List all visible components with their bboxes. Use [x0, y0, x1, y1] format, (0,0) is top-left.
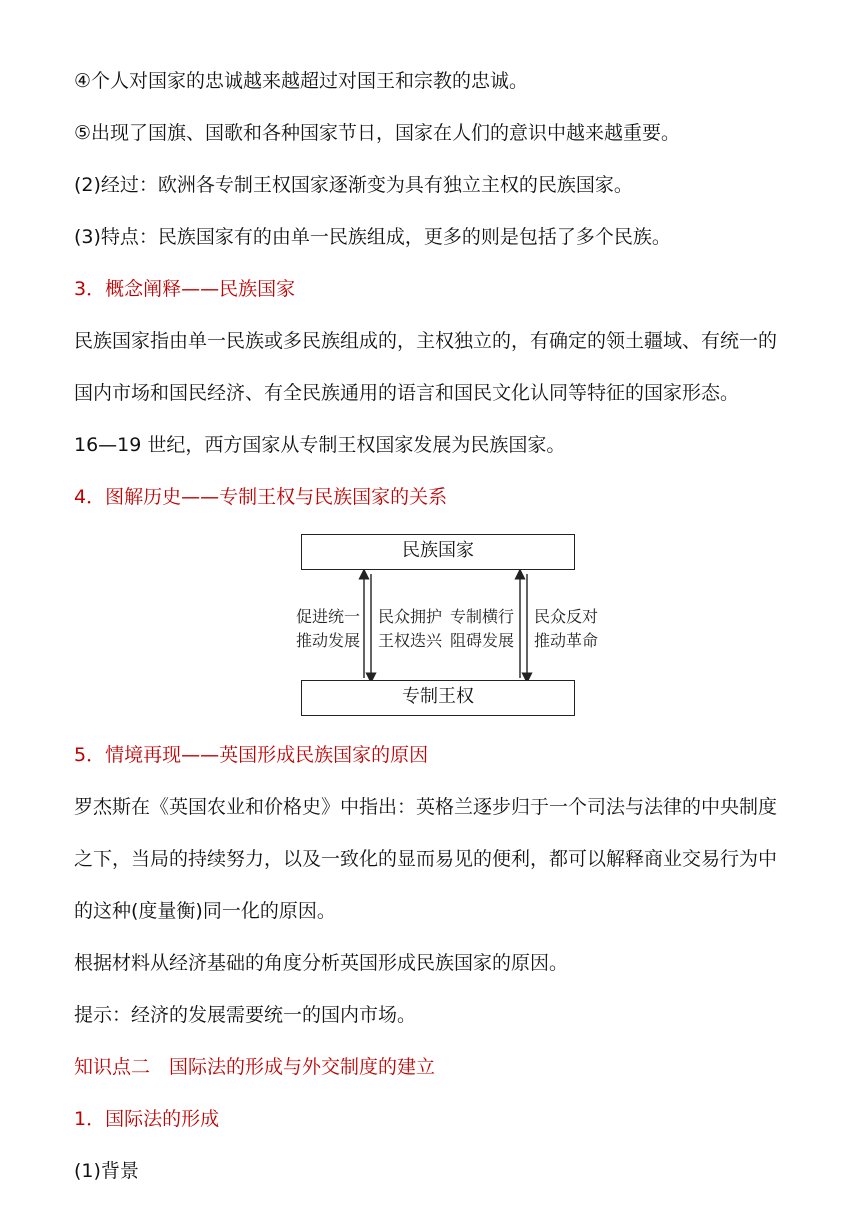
- label-left-outer-2: 推动发展: [296, 631, 361, 650]
- paragraph-material-3: 的这种(度量衡)同一化的原因。: [74, 900, 336, 922]
- paragraph-loyalty: ④个人对国家的忠诚越来越超过对国王和宗教的忠诚。: [74, 70, 529, 92]
- paragraph-question: 根据材料从经济基础的角度分析英国形成民族国家的原因。: [74, 952, 569, 974]
- label-right-outer-1: 民众反对: [534, 607, 599, 626]
- knowledge-point-heading: 知识点二 国际法的形成与外交制度的建立: [74, 1056, 436, 1078]
- paragraph-definition-3: 16—19 世纪，西方国家从专制王权国家发展为民族国家。: [74, 434, 566, 456]
- relationship-diagram: [296, 530, 616, 720]
- section-heading-concept: 3．概念阐释——民族国家: [74, 278, 296, 300]
- paragraph-process: (2)经过：欧洲各专制王权国家逐渐变为具有独立主权的民族国家。: [74, 174, 633, 196]
- label-right-inner-1: 专制横行: [450, 607, 515, 626]
- label-right-outer-2: 推动革命: [534, 631, 599, 650]
- paragraph-definition-2: 国内市场和国民经济、有全民族通用的语言和国民文化认同等特征的国家形态。: [74, 382, 740, 404]
- label-right-inner-2: 阻碍发展: [450, 631, 515, 650]
- paragraph-features: (3)特点：民族国家有的由单一民族组成，更多的则是包括了多个民族。: [74, 226, 671, 248]
- paragraph-hint: 提示：经济的发展需要统一的国内市场。: [74, 1004, 417, 1026]
- paragraph-material-2: 之下，当局的持续努力，以及一致化的显而易见的便利，都可以解释商业交易行为中: [74, 848, 778, 870]
- subsection-heading-intl-law: 1．国际法的形成: [74, 1108, 220, 1130]
- label-left-inner-2: 王权迭兴: [378, 631, 443, 650]
- section-heading-diagram: 4．图解历史——专制王权与民族国家的关系: [74, 486, 448, 508]
- box-nation-state: 民族国家: [301, 534, 575, 570]
- paragraph-material-1: 罗杰斯在《英国农业和价格史》中指出：英格兰逐步归于一个司法与法律的中央制度: [74, 796, 778, 818]
- label-left-inner-1: 民众拥护: [378, 607, 443, 626]
- paragraph-national-symbols: ⑤出现了国旗、国歌和各种国家节日，国家在人们的意识中越来越重要。: [74, 122, 681, 144]
- section-heading-context: 5．情境再现——英国形成民族国家的原因: [74, 744, 429, 766]
- label-left-outer-1: 促进统一: [296, 607, 361, 626]
- box-absolute-monarchy: 专制王权: [301, 680, 575, 716]
- paragraph-definition-1: 民族国家指由单一民族或多民族组成的，主权独立的，有确定的领土疆域、有统一的: [74, 330, 778, 352]
- subsection-item-background: (1)背景: [74, 1160, 139, 1182]
